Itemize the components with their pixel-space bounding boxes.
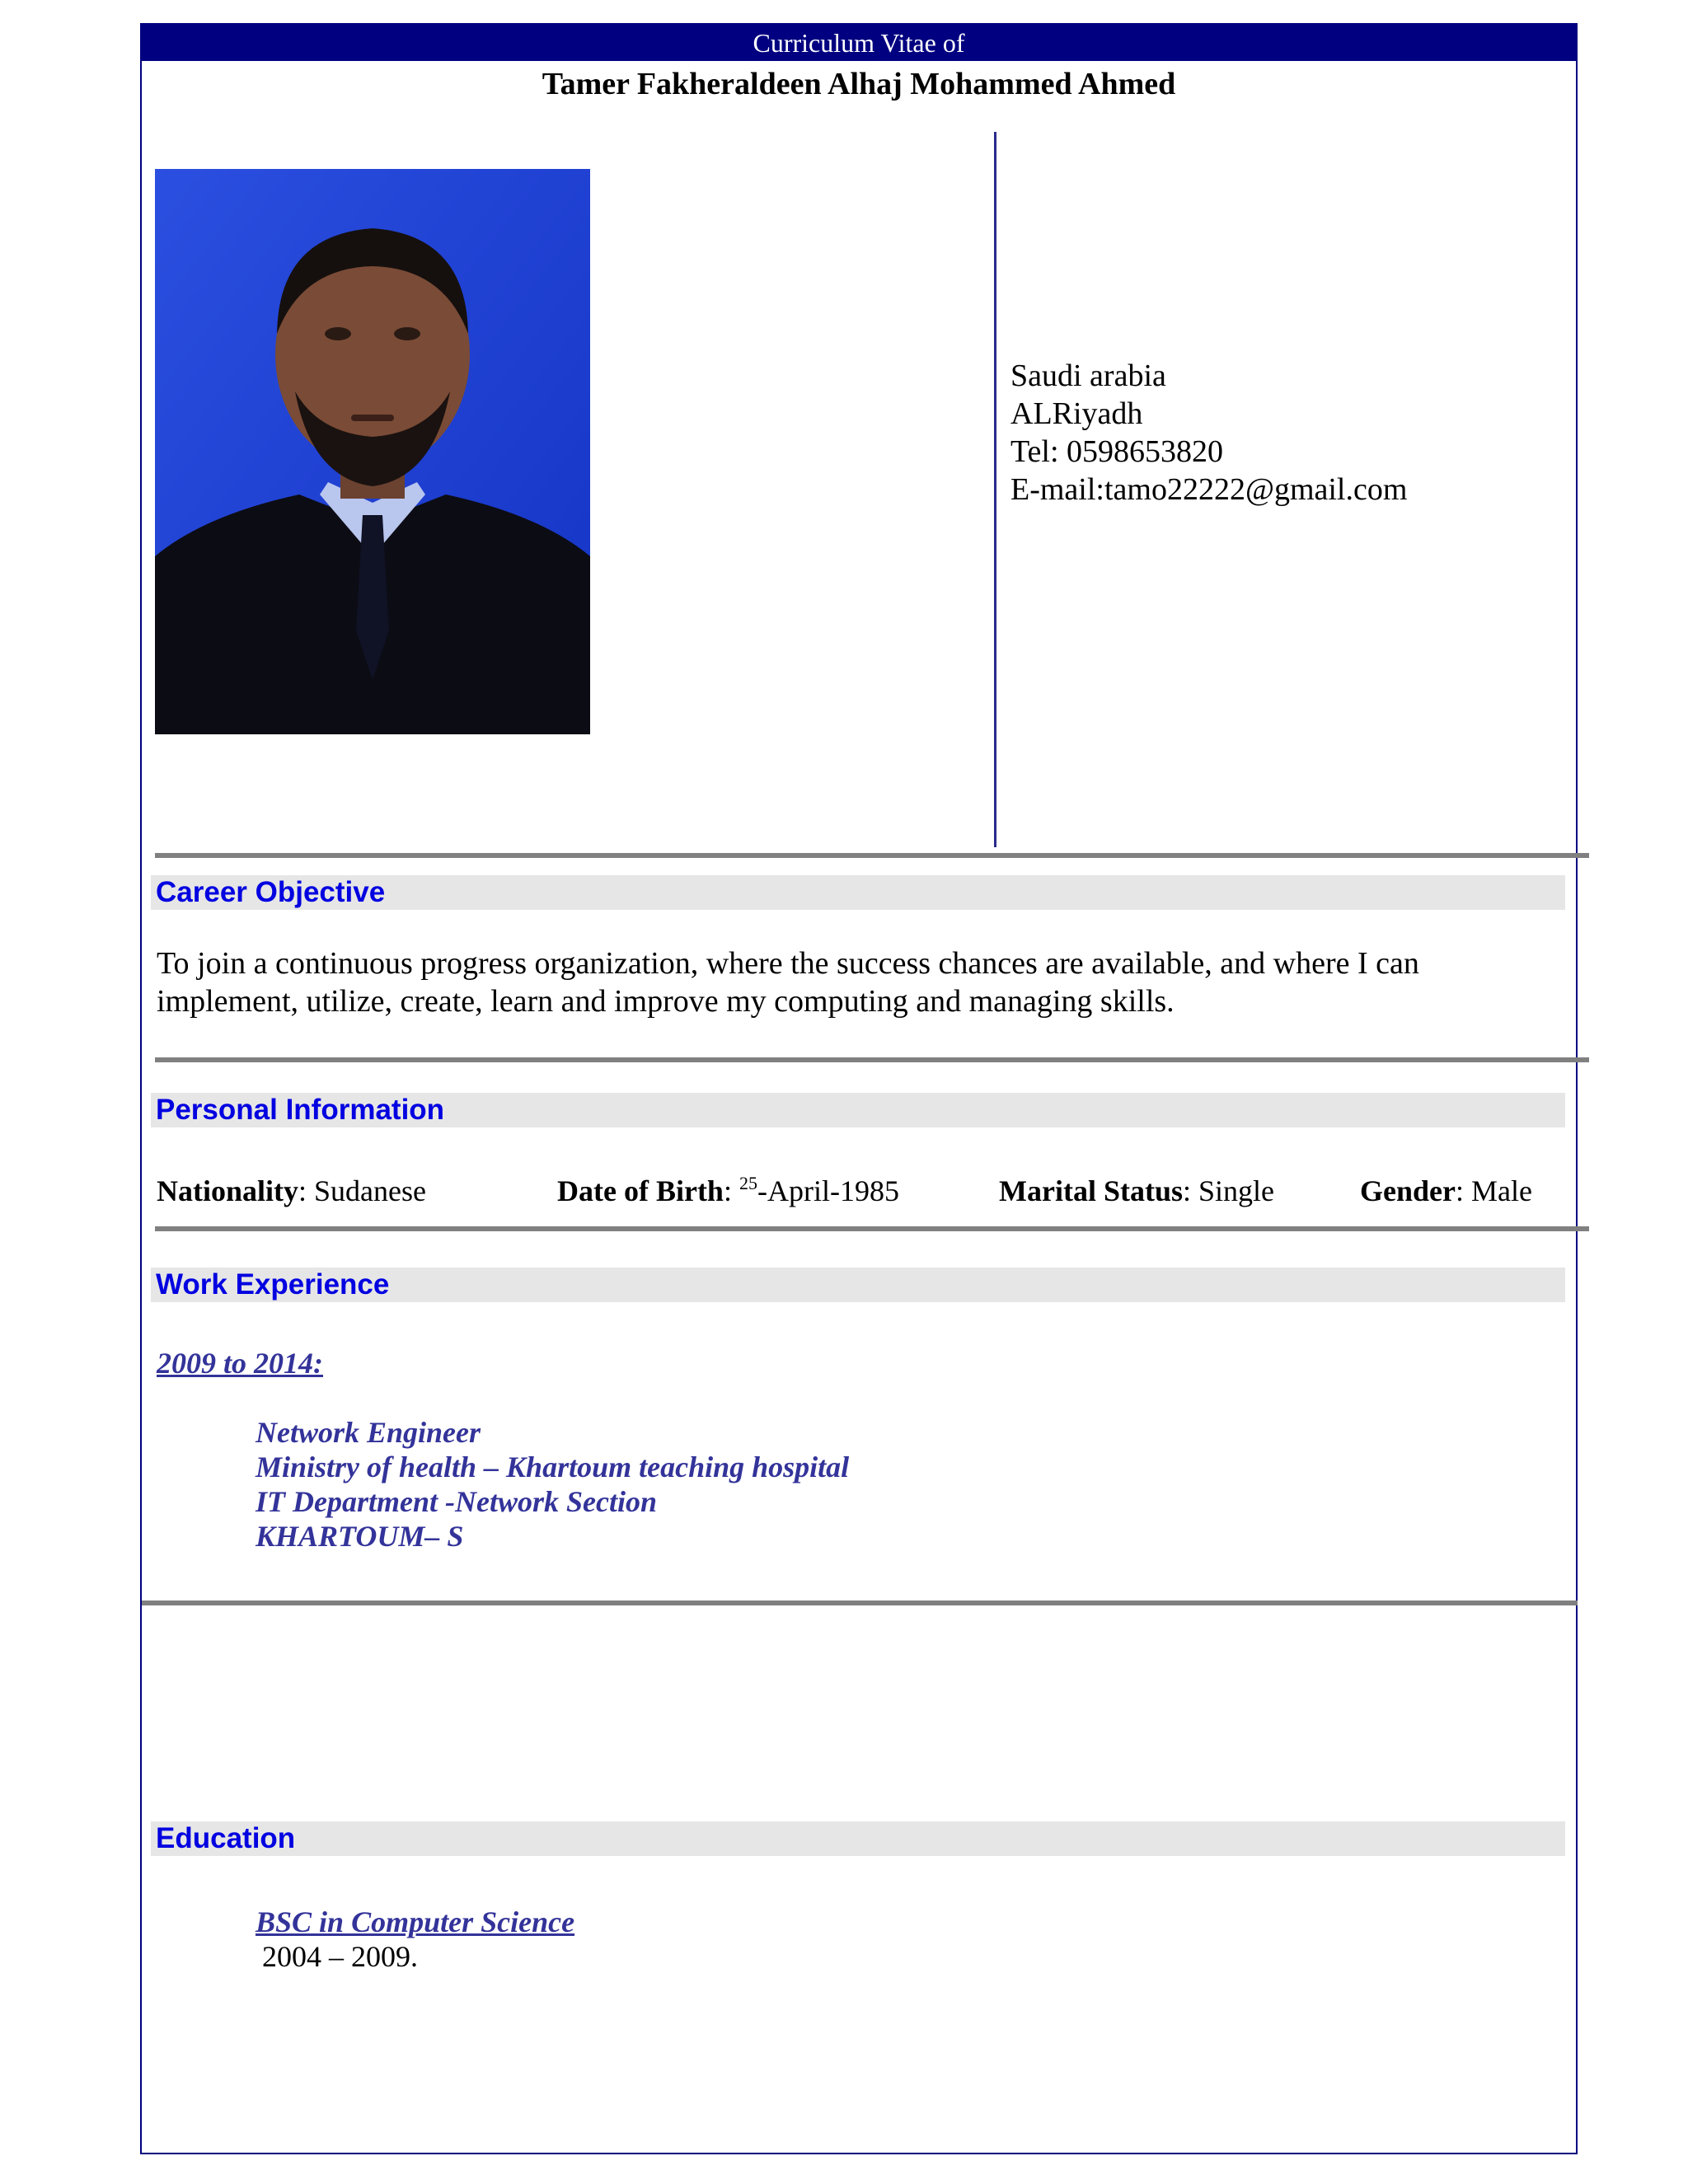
- work-entry: [256, 1415, 849, 1554]
- work-location: KHARTOUM– S: [256, 1520, 464, 1553]
- profile-photo-illustration: [155, 169, 590, 734]
- education-header: [151, 1821, 1565, 1856]
- career-objective-title: Career Objective: [156, 876, 386, 908]
- contact-city: ALRiyadh: [1010, 396, 1143, 431]
- career-objective-header: [151, 875, 1565, 910]
- dob-day: 25: [738, 1173, 757, 1193]
- section-rule: [155, 853, 1589, 858]
- nationality-field: [157, 1172, 426, 1210]
- header-vertical-divider: [994, 132, 996, 847]
- education-degree: BSC in Computer Science: [256, 1905, 575, 1938]
- section-rule: [155, 1057, 1589, 1062]
- work-department: IT Department -Network Section: [256, 1485, 657, 1518]
- marital-status-value: : Single: [1182, 1174, 1274, 1207]
- dob-label: Date of Birth: [557, 1174, 724, 1207]
- gender-field: [1360, 1172, 1532, 1210]
- cv-header-bar: Curriculum Vitae of: [142, 25, 1576, 61]
- contact-tel: Tel: 0598653820: [1010, 434, 1224, 469]
- profile-photo: [155, 169, 590, 734]
- dob-value: -April-1985: [757, 1174, 899, 1207]
- education-years: 2004 – 2009.: [262, 1940, 418, 1973]
- work-position: Network Engineer: [256, 1416, 481, 1449]
- dob-field: [557, 1172, 899, 1210]
- personal-information-header: [151, 1093, 1565, 1127]
- career-objective-text: To join a continuous progress organization, where the success chances are available, and where I can implement, utilize, create, learn and improve my computing and managing skills.: [157, 946, 1419, 1019]
- contact-block: [1010, 357, 1407, 509]
- contact-country: Saudi arabia: [1010, 359, 1166, 393]
- personal-information-title: Personal Information: [156, 1094, 445, 1126]
- cv-name: Tamer Fakheraldeen Alhaj Mohammed Ahmed: [542, 67, 1176, 101]
- section-rule: [155, 1226, 1589, 1231]
- contact-email: E-mail:tamo22222@gmail.com: [1010, 472, 1408, 507]
- work-experience-header: [151, 1268, 1565, 1302]
- gender-label: Gender: [1360, 1174, 1456, 1207]
- dob-separator: :: [723, 1174, 739, 1207]
- work-employer: Ministry of health – Khartoum teaching hospital: [256, 1451, 850, 1483]
- gender-value: : Male: [1455, 1174, 1532, 1207]
- nationality-value: : Sudanese: [298, 1174, 426, 1207]
- marital-status-label: Marital Status: [999, 1174, 1183, 1207]
- nationality-label: Nationality: [157, 1174, 299, 1207]
- work-period: 2009 to 2014:: [157, 1347, 323, 1380]
- section-rule: [142, 1601, 1578, 1605]
- work-experience-title: Work Experience: [156, 1268, 390, 1301]
- marital-status-field: [999, 1172, 1274, 1210]
- education-title: Education: [156, 1822, 296, 1854]
